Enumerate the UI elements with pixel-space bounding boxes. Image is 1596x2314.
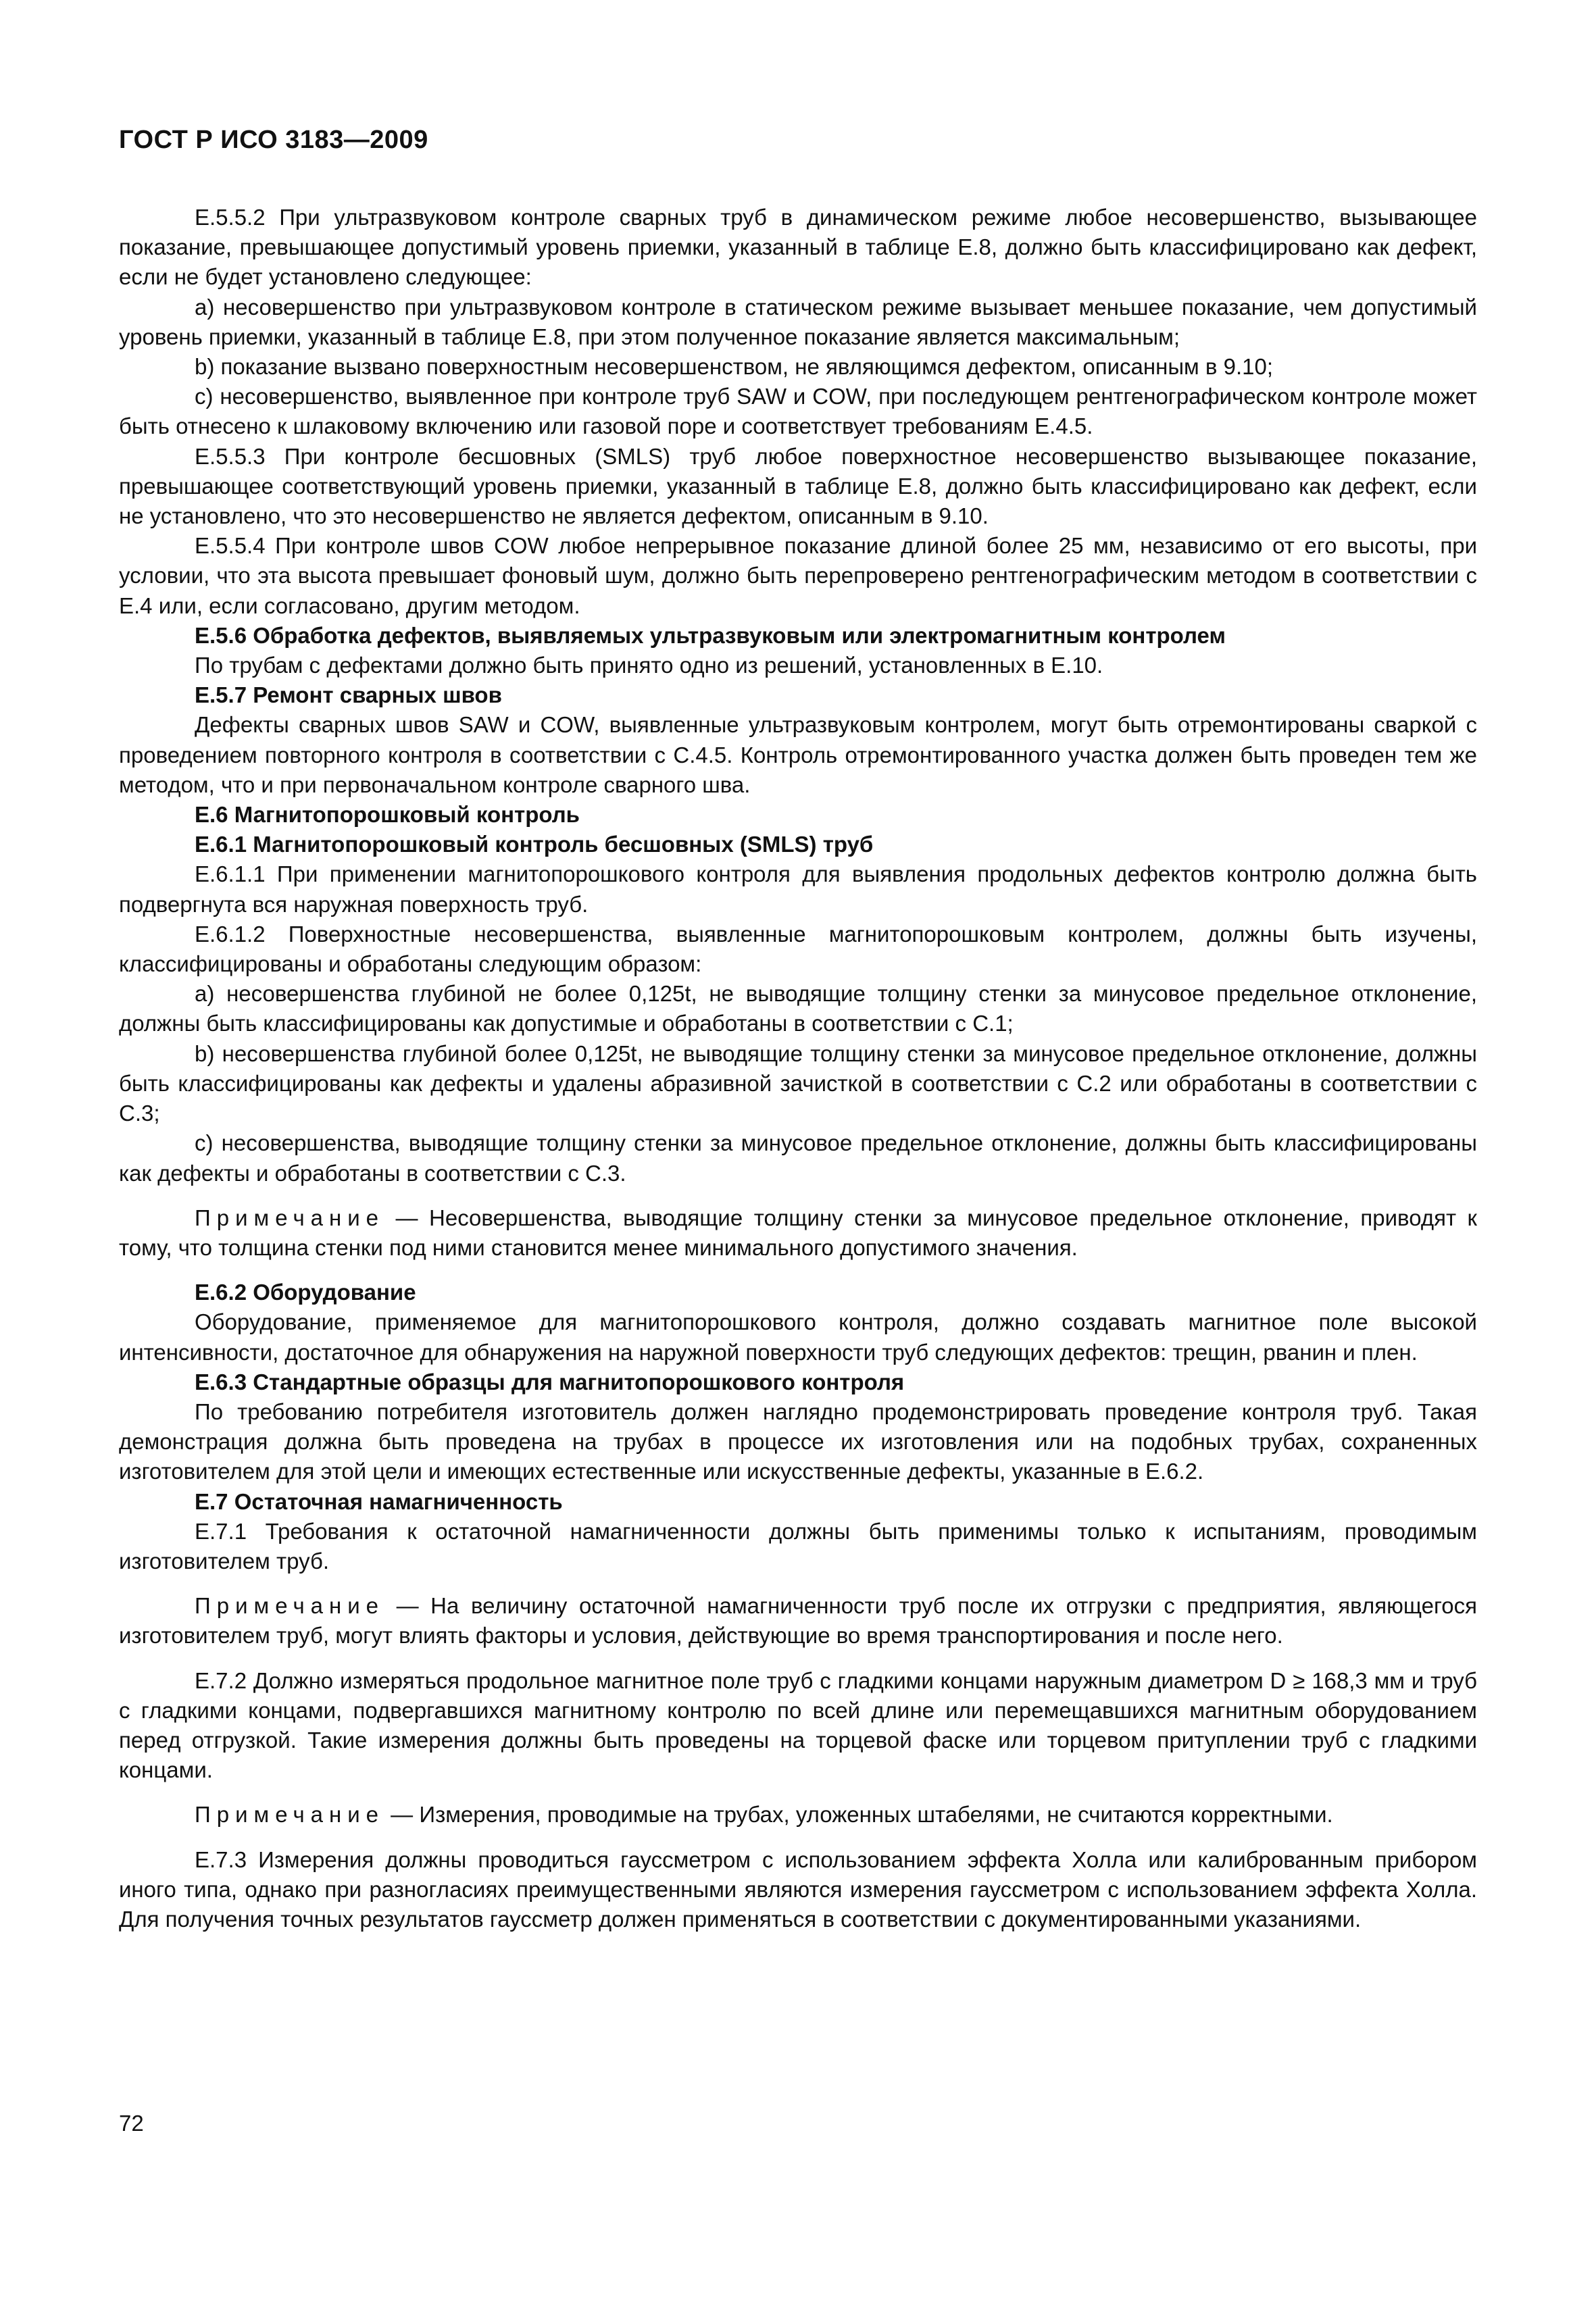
body-paragraph: Е.6.1.2 Поверхностные несовершенства, выявленные магнитопорошковым контролем, должны быть изучены, классифицированы и обработаны следующим образом: xyxy=(119,921,1477,977)
body-paragraph: c) несовершенство, выявленное при контроле труб SAW и COW, при последующем рентгенографическом контроле может быть отнесено к шлаковому включению или газовой поре и соответствует требованиям Е.4.5. xyxy=(119,384,1477,439)
body-paragraph: Е.7.3 Измерения должны проводиться гауссметром с использованием эффекта Холла или калиброванным прибором иного типа, однако при разногласиях преимущественными являются измерения гауссметром с использованием эффекта Холла. Для получения точных результатов гауссметр должен применяться в соответствии с документированными указаниями. xyxy=(119,1846,1477,1932)
body-paragraph: По требованию потребителя изготовитель должен наглядно продемонстрировать проведение контроля труб. Такая демонстрация должна быть проведена на трубах в процессе их изготовления или на подобных трубах, сохраненных изготовителем для этой цели и имеющих естественные или искусственные дефекты, указанные в Е.6.2. xyxy=(119,1399,1477,1484)
section-heading: Е.6.3 Стандартные образцы для магнитопорошкового контроля xyxy=(195,1369,905,1394)
body-paragraph: c) несовершенства, выводящие толщину стенки за минусовое предельное отклонение, должны быть классифицированы как дефекты и обработаны в соответствии с С.3. xyxy=(119,1130,1477,1186)
body-paragraph: b) показание вызвано поверхностным несовершенством, не являющимся дефектом, описанным в 9.10; xyxy=(195,354,1274,380)
body-paragraph: Е.7.2 Должно измеряться продольное магнитное поле труб с гладкими концами наружным диаметром D ≥ 168,3 мм и труб с гладкими концами, подвергавшихся магнитному контролю по всей длине или перемещавшихся магнитным оборудованием перед отгрузкой. Такие измерения должны быть проведены на торцевой фаске или торцевом притуплении труб с гладкими концами. xyxy=(119,1667,1477,1783)
note-text: — Несовершенства, выводящие толщину стенки за минусовое предельное отклонение, приводят к тому, что толщина стенки под ними становится менее минимального допустимого значения. xyxy=(119,1205,1477,1260)
section-heading: Е.7 Остаточная намагниченность xyxy=(195,1488,563,1514)
body-paragraph: Е.6.1.1 При применении магнитопорошкового контроля для выявления продольных дефектов контролю должна быть подвергнута вся наружная поверхность труб. xyxy=(119,861,1477,917)
page-number: 72 xyxy=(119,2111,144,2136)
note-paragraph xyxy=(119,1203,1477,1263)
body-paragraph: a) несовершенство при ультразвуковом контроле в статическом режиме вызывает меньшее показание, чем допустимый уровень приемки, указанный в таблице Е.8, при этом полученное показание является максимальным; xyxy=(119,294,1477,349)
note-paragraph xyxy=(119,1800,1477,1830)
section-heading: Е.5.7 Ремонт сварных швов xyxy=(195,682,502,708)
section-heading: Е.6.1 Магнитопорошковый контроль бесшовных (SMLS) труб xyxy=(195,832,874,857)
body-paragraph: Е.7.1 Требования к остаточной намагниченности должны быть применимы только к испытаниям, проводимым изготовителем труб. xyxy=(119,1518,1477,1574)
note-text: — Измерения, проводимые на трубах, уложенных штабелями, не считаются корректными. xyxy=(384,1802,1333,1828)
document-header: ГОСТ Р ИСО 3183—2009 xyxy=(119,126,428,154)
body-paragraph: Е.5.5.4 При контроле швов COW любое непрерывное показание длиной более 25 мм, независимо от его высоты, при условии, что эта высота превышает фоновый шум, должно быть перепроверено рентгенографическим методом в соответствии с Е.4 или, если согласовано, другим методом. xyxy=(119,533,1477,618)
body-paragraph: Дефекты сварных швов SAW и COW, выявленные ультразвуковым контролем, могут быть отремонтированы сваркой с проведением повторного контроля в соответствии с С.4.5. Контроль отремонтированного участка должен быть проведен тем же методом, что и при первоначальном контроле сварного шва. xyxy=(119,712,1477,797)
note-paragraph xyxy=(119,1591,1477,1651)
body-paragraph: Е.5.5.3 При контроле бесшовных (SMLS) труб любое поверхностное несовершенство вызывающее показание, превышающее соответствующий уровень приемки, указанный в таблице Е.8, должно быть классифицировано как дефект, если не установлено, что это несовершенство не является дефектом, описанным в 9.10. xyxy=(119,443,1477,529)
body-paragraph: Е.5.5.2 При ультразвуковом контроле сварных труб в динамическом режиме любое несовершенство, вызывающее показание, превышающее допустимый уровень приемки, указанный в таблице Е.8, должно быть классифицировано как дефект, если не будет установлено следующее: xyxy=(119,205,1477,290)
note-label: Примечание xyxy=(195,1802,385,1828)
body-paragraph: Оборудование, применяемое для магнитопорошкового контроля, должно создавать магнитное поле высокой интенсивности, достаточное для обнаружения на наружной поверхности труб следующих дефектов: трещин, рванин и плен. xyxy=(119,1309,1477,1365)
section-heading: Е.6.2 Оборудование xyxy=(195,1280,416,1305)
body-paragraph: a) несовершенства глубиной не более 0,125t, не выводящие толщину стенки за минусовое предельное отклонение, должны быть классифицированы как допустимые и обработаны в соответствии с С.1; xyxy=(119,981,1477,1036)
note-text: — На величину остаточной намагниченности труб после их отгрузки с предприятия, являющегося изготовителем труб, могут влиять факторы и условия, действующие во время транспортирования и после него. xyxy=(119,1593,1477,1649)
document-body xyxy=(119,203,1477,1934)
section-heading: Е.6 Магнитопорошковый контроль xyxy=(195,802,580,828)
body-paragraph: b) несовершенства глубиной более 0,125t, не выводящие толщину стенки за минусовое предельное отклонение, должны быть классифицированы как дефекты и удалены абразивной зачисткой в соответствии с С.2 или обработаны в соответствии с С.3; xyxy=(119,1040,1477,1126)
note-label: Примечание xyxy=(195,1205,385,1230)
section-heading: Е.5.6 Обработка дефектов, выявляемых ультразвуковым или электромагнитным контролем xyxy=(195,622,1226,648)
body-paragraph: По трубам с дефектами должно быть принято одно из решений, установленных в Е.10. xyxy=(195,653,1103,678)
note-label: Примечание xyxy=(195,1593,385,1619)
